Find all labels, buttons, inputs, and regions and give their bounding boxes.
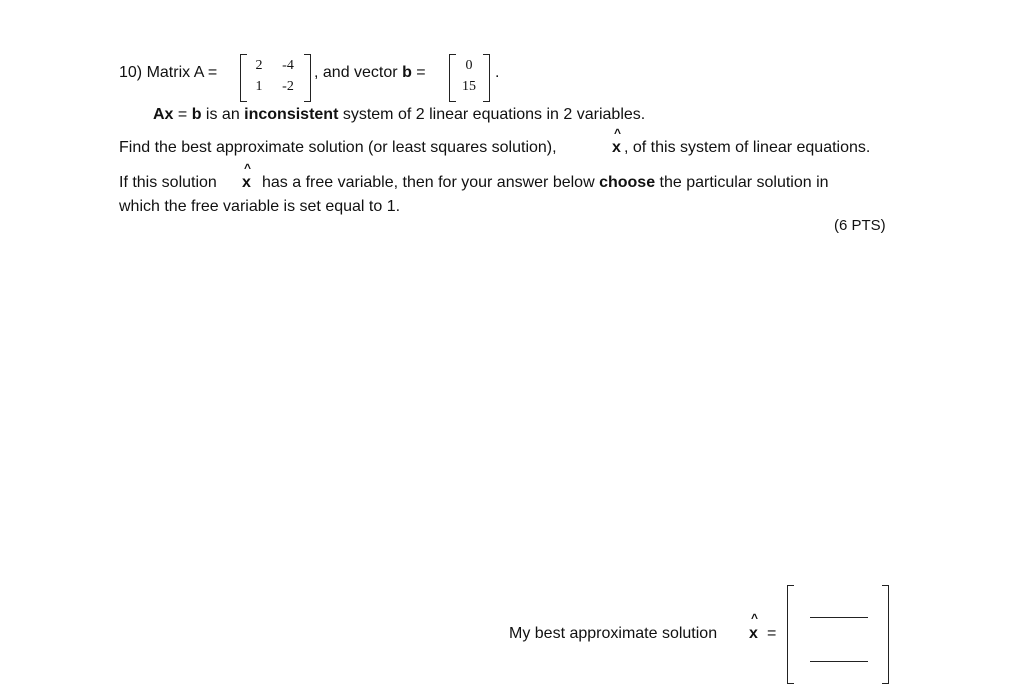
xhat-symbol-line3: x (612, 139, 621, 156)
instruction-line-2-start: If this solution (119, 174, 217, 191)
answer-label: My best approximate solution (509, 625, 718, 642)
xhat-hat-icon: ^ (614, 126, 622, 140)
inconsistent-statement: Ax = b is an inconsistent system of 2 linear equations in 2 variables. (153, 106, 646, 123)
answer-entry-2[interactable] (810, 661, 868, 662)
answer-left-bracket (787, 585, 794, 684)
points-label: (6 PTS) (834, 217, 886, 234)
answer-xhat-symbol: x (749, 625, 758, 642)
answer-entry-1[interactable] (810, 617, 868, 618)
instruction-line-2-rest: has a free variable, then for your answer below choose the particular solution in (262, 174, 829, 191)
choose-word: choose (599, 174, 656, 191)
vector-b-r2: 15 (462, 79, 476, 94)
vector-b-left-bracket (449, 54, 456, 102)
vector-b-r1: 0 (465, 58, 473, 73)
matrix-a-r1c1: 2 (255, 58, 263, 73)
statement-period: . (495, 64, 500, 81)
vector-b-right-bracket (483, 54, 490, 102)
answer-equals: = (767, 625, 777, 642)
xhat-hat-icon-2: ^ (244, 161, 252, 175)
xhat-symbol-line4: x (242, 174, 251, 191)
matrix-a-right-bracket (304, 54, 311, 102)
problem-label: 10) Matrix A = (119, 64, 218, 81)
matrix-a-r1c2: -4 (282, 58, 294, 73)
matrix-a-r2c2: -2 (282, 79, 294, 94)
vector-b-symbol: b (402, 64, 412, 81)
vector-intro: , and vector b = (314, 64, 426, 81)
xhat-hat-icon-answer: ^ (751, 611, 759, 625)
matrix-a-r2c1: 1 (255, 79, 263, 94)
instruction-line-3: which the free variable is set equal to 1. (119, 198, 401, 215)
instruction-line-1: Find the best approximate solution (or least squares solution), (119, 139, 557, 156)
answer-right-bracket (882, 585, 889, 684)
instruction-line-1-tail: , of this system of linear equations. (624, 139, 871, 156)
inconsistent-word: inconsistent (244, 106, 339, 123)
matrix-a-left-bracket (240, 54, 247, 102)
